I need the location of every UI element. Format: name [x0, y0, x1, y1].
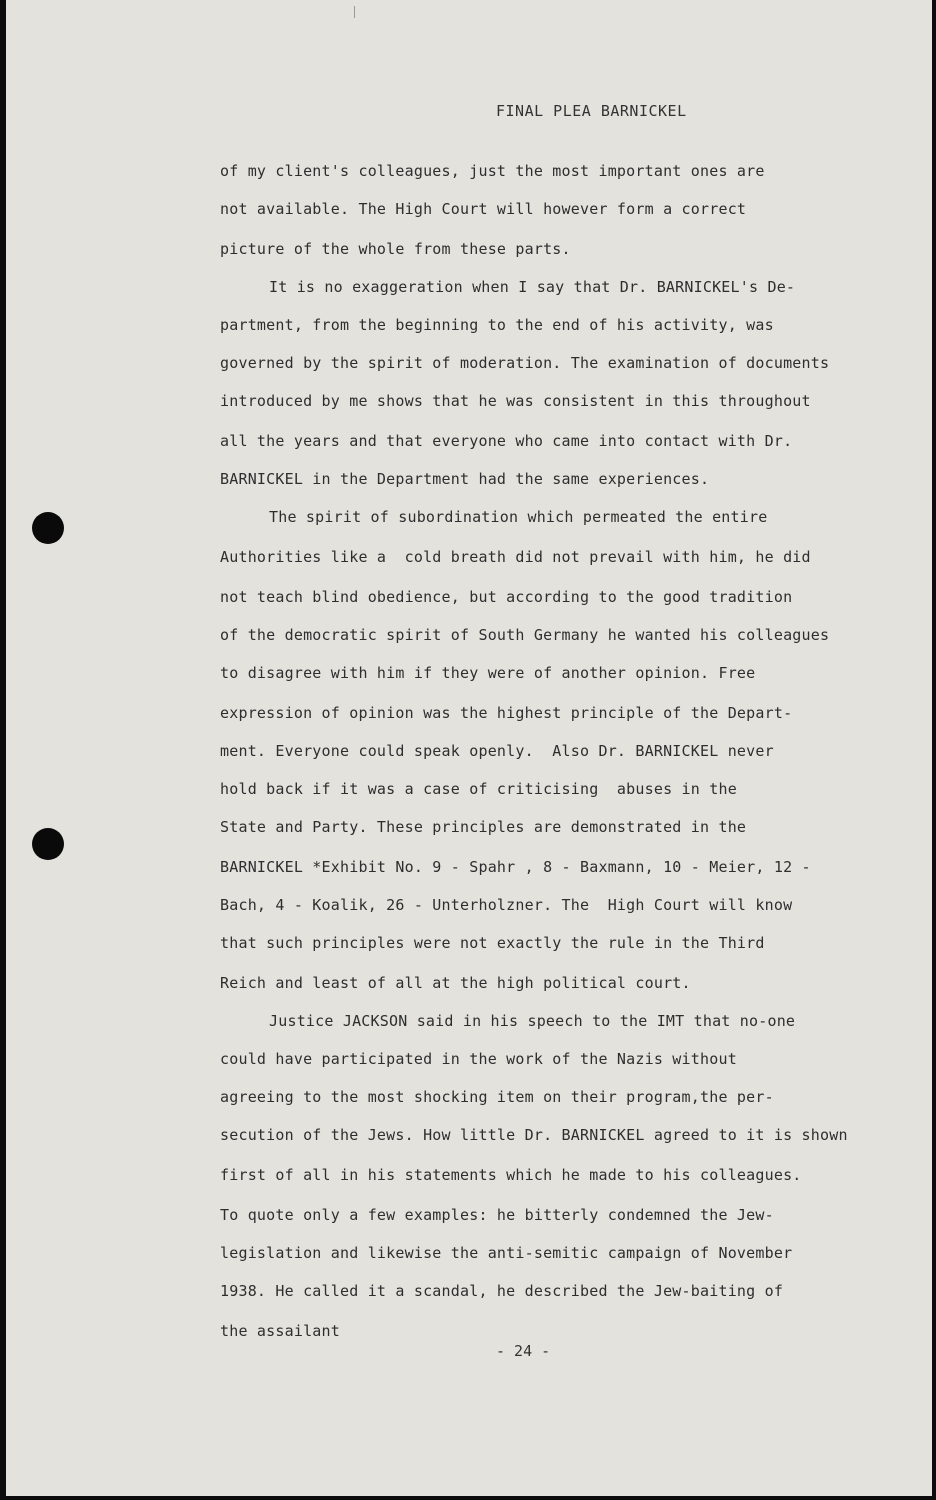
page-header: FINAL PLEA BARNICKEL [496, 102, 687, 120]
body-line: picture of the whole from these parts. [220, 240, 571, 258]
paper-mark [354, 6, 355, 18]
body-line: BARNICKEL *Exhibit No. 9 - Spahr , 8 - Baxmann, 10 - Meier, 12 - [220, 858, 811, 876]
body-line: hold back if it was a case of criticising abuses in the [220, 780, 737, 798]
body-line: governed by the spirit of moderation. The examination of documents [220, 354, 830, 372]
body-line: agreeing to the most shocking item on their program,the per- [220, 1088, 774, 1106]
body-line: not available. The High Court will however form a correct [220, 200, 747, 218]
body-line: that such principles were not exactly the rule in the Third [220, 934, 765, 952]
body-line: expression of opinion was the highest principle of the Depart- [220, 704, 793, 722]
body-line: It is no exaggeration when I say that Dr. BARNICKEL's De- [269, 278, 796, 296]
body-line: Justice JACKSON said in his speech to the IMT that no-one [269, 1012, 796, 1030]
body-line: first of all in his statements which he made to his colleagues. [220, 1166, 802, 1184]
body-line: partment, from the beginning to the end of his activity, was [220, 316, 774, 334]
punch-hole-top [32, 512, 64, 544]
body-line: ment. Everyone could speak openly. Also Dr. BARNICKEL never [220, 742, 774, 760]
body-line: Bach, 4 - Koalik, 26 - Unterholzner. The High Court will know [220, 896, 793, 914]
body-line: of the democratic spirit of South Germany he wanted his colleagues [220, 626, 830, 644]
body-line: State and Party. These principles are demonstrated in the [220, 818, 747, 836]
body-line: of my client's colleagues, just the most important ones are [220, 162, 765, 180]
document-page [6, 0, 932, 1496]
body-line: legislation and likewise the anti-semitic campaign of November [220, 1244, 793, 1262]
body-line: to disagree with him if they were of another opinion. Free [220, 664, 756, 682]
body-line: the assailant [220, 1322, 340, 1340]
body-line: could have participated in the work of the Nazis without [220, 1050, 737, 1068]
body-line: BARNICKEL in the Department had the same experiences. [220, 470, 710, 488]
body-line: secution of the Jews. How little Dr. BARNICKEL agreed to it is shown [220, 1126, 848, 1144]
body-line: all the years and that everyone who came into contact with Dr. [220, 432, 793, 450]
body-line: Authorities like a cold breath did not prevail with him, he did [220, 548, 811, 566]
body-line: To quote only a few examples: he bitterly condemned the Jew- [220, 1206, 774, 1224]
body-line: The spirit of subordination which permeated the entire [269, 508, 768, 526]
body-line: introduced by me shows that he was consistent in this throughout [220, 392, 811, 410]
page-number: - 24 - [496, 1342, 551, 1360]
punch-hole-bottom [32, 828, 64, 860]
body-line: 1938. He called it a scandal, he described the Jew-baiting of [220, 1282, 784, 1300]
body-line: not teach blind obedience, but according to the good tradition [220, 588, 793, 606]
body-line: Reich and least of all at the high political court. [220, 974, 691, 992]
